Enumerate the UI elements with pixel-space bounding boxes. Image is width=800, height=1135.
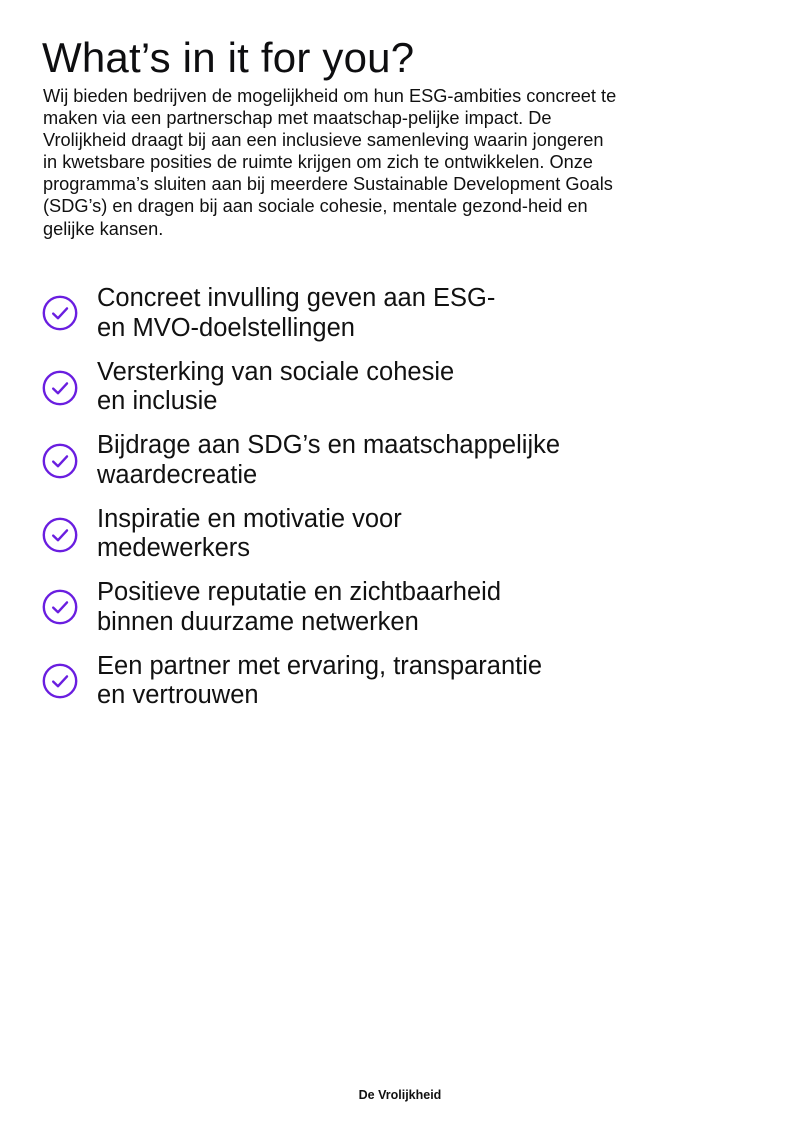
benefit-text: Een partner met ervaring, transparantie en vertrouwen <box>97 651 543 709</box>
benefit-item <box>42 284 642 358</box>
benefit-text: Concreet invulling geven aan ESG- en MVO-doelstellingen <box>97 284 496 342</box>
benefit-text: Inspiratie en motivatie voor medewerkers <box>97 504 402 562</box>
footer-brand: De Vrolijkheid <box>358 1088 442 1102</box>
check-circle-icon <box>42 517 78 553</box>
check-circle-icon <box>42 370 78 406</box>
benefit-item <box>42 652 642 726</box>
page-title: What’s in it for you? <box>42 34 415 81</box>
check-circle-icon <box>42 663 78 699</box>
benefit-item <box>42 358 642 432</box>
benefit-item <box>42 431 642 505</box>
benefit-text: Bijdrage aan SDG’s en maatschappelijke waardecreatie <box>97 431 561 489</box>
benefit-item <box>42 578 642 652</box>
benefit-text: Versterking van sociale cohesie en inclusie <box>97 357 455 415</box>
check-circle-icon <box>42 589 78 625</box>
benefit-text: Positieve reputatie en zichtbaarheid binnen duurzame netwerken <box>97 578 502 636</box>
check-circle-icon <box>42 295 78 331</box>
check-circle-icon <box>42 443 78 479</box>
benefits-list <box>42 284 642 725</box>
intro-paragraph: Wij bieden bedrijven de mogelijkheid om hun ESG-ambities concreet te maken via een partnerschap met maatschap-pelijke impact. De Vrolijkheid draagt bij aan een inclusieve samenleving waarin jongeren in kwetsbare posities de ruimte krijgen om zich te ontwikkelen. Onze programma’s sluiten aan bij meerdere Sustainable Development Goals (SDG’s) en dragen bij aan sociale cohesie, mentale gezond-heid en gelijke kansen. <box>43 86 617 239</box>
benefit-item <box>42 505 642 579</box>
